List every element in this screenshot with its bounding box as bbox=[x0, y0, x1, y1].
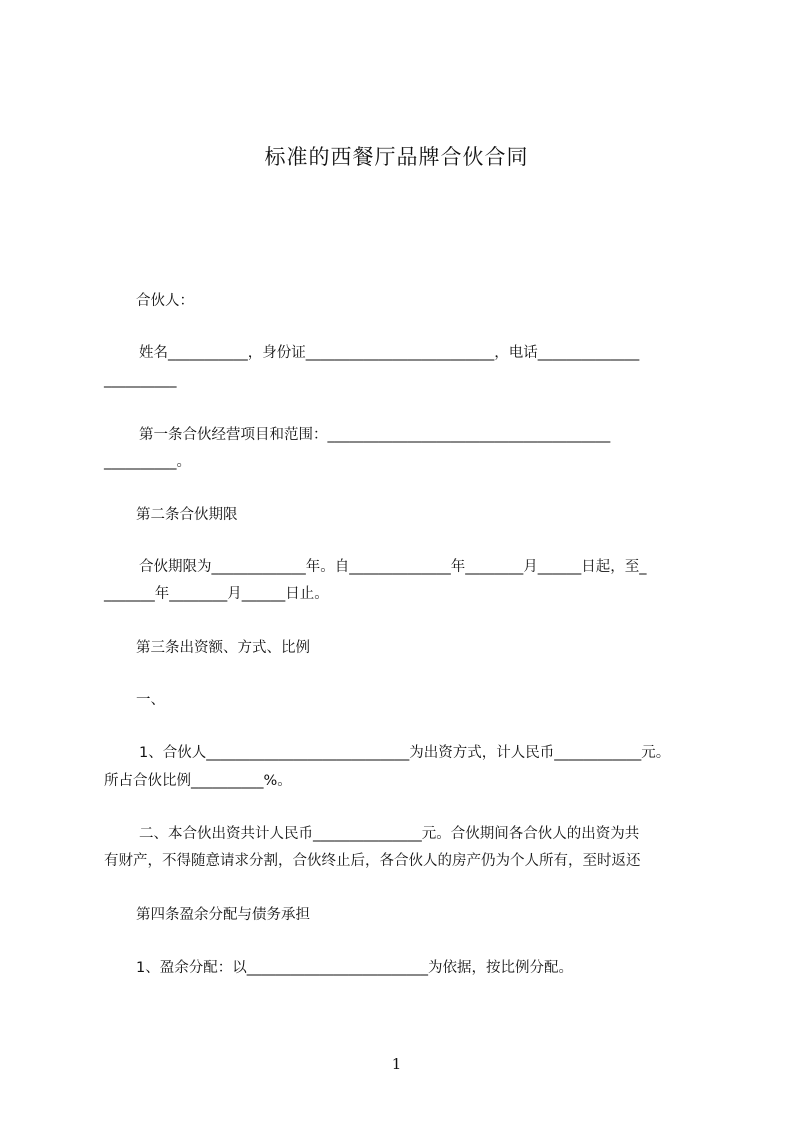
article-1-continuation: __________。 bbox=[104, 454, 191, 470]
article-2-heading: 第二条合伙期限 bbox=[136, 507, 238, 523]
contribution-line: 1、合伙人____________________________为出资方式，计人民币____________元。 bbox=[139, 745, 671, 761]
partners-label: 合伙人： bbox=[136, 293, 194, 309]
article-4-heading: 第四条盈余分配与债务承担 bbox=[136, 907, 310, 923]
contribution-line-continuation: 所占合伙比例__________%。 bbox=[104, 773, 292, 789]
term-line-continuation: _______年________月______日止。 bbox=[104, 586, 329, 602]
page-number: 1 bbox=[391, 1055, 402, 1073]
name-line: 姓名___________，身份证__________________________，电话______________ bbox=[139, 345, 640, 361]
document-title: 标准的西餐厅品牌合伙合同 bbox=[264, 145, 529, 169]
article-1: 第一条合伙经营项目和范围：_______________________________________ bbox=[139, 427, 611, 443]
total-line: 二、本合伙出资共计人民币_______________元。合伙期间各合伙人的出资为共 bbox=[139, 826, 640, 842]
surplus-line: 1、盈余分配：以_________________________为依据，按比例分配。 bbox=[136, 960, 573, 976]
total-line-continuation: 有财产，不得随意请求分割，合伙终止后，各合伙人的房产仍为个人所有，至时返还 bbox=[104, 853, 641, 869]
article-3-heading: 第三条出资额、方式、比例 bbox=[136, 640, 310, 656]
item-one: 一、 bbox=[136, 692, 165, 708]
term-line: 合伙期限为_____________年。自______________年________月______日起，至_ bbox=[139, 559, 647, 575]
name-line-continuation: __________ bbox=[104, 372, 177, 388]
